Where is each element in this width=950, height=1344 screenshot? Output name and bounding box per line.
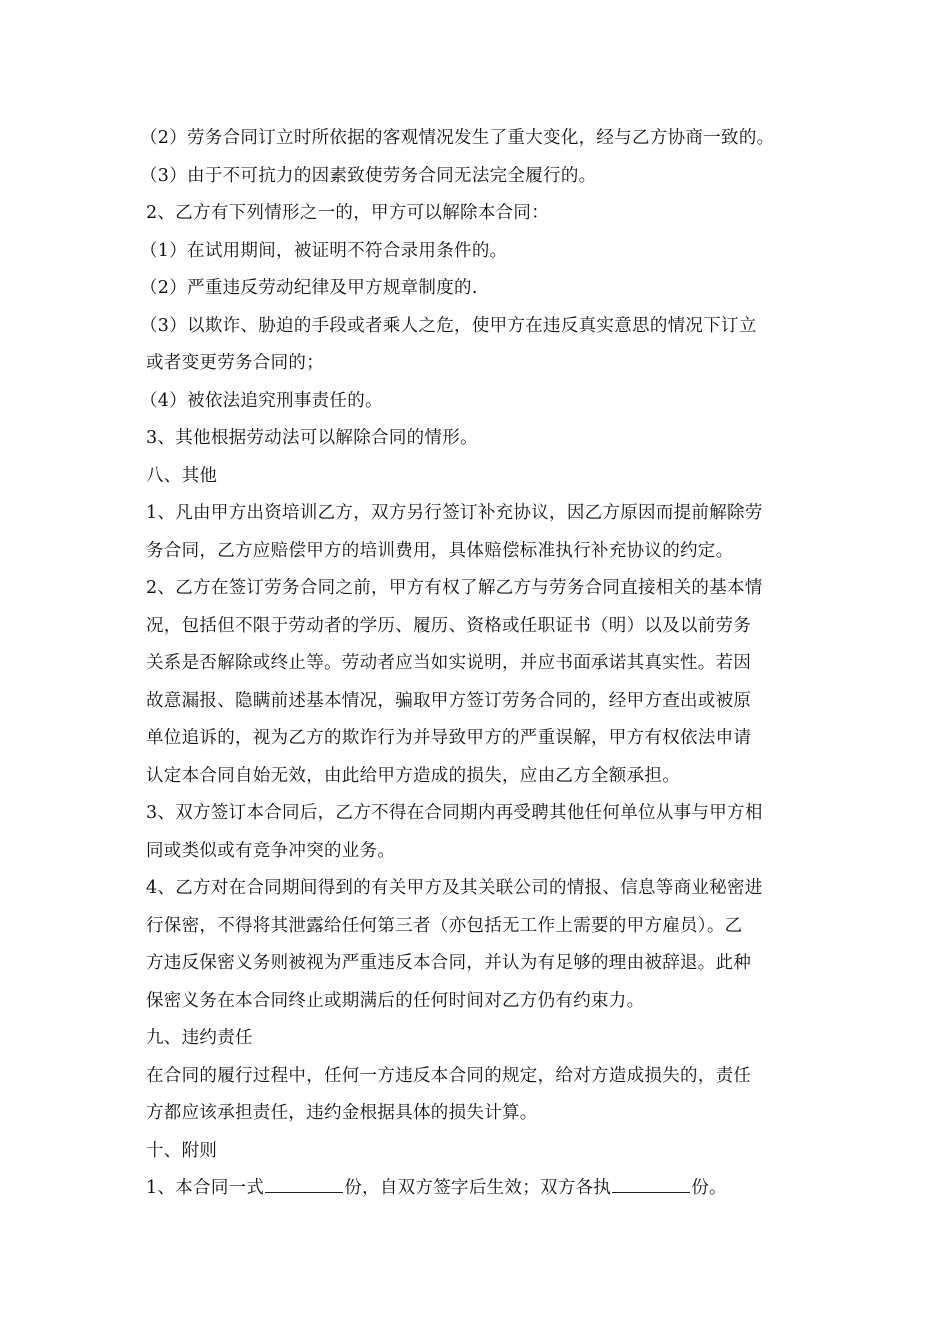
- clause-line: （2）严重违反劳动纪律及甲方规章制度的.: [140, 278, 478, 298]
- clause-line: 4、乙方对在合同期间得到的有关甲方及其关联公司的情报、信息等商业秘密进: [146, 878, 763, 898]
- copies-text-3: 份。: [691, 1178, 727, 1198]
- clause-line: （2）劳务合同订立时所依据的客观情况发生了重大变化，经与乙方协商一致的。: [140, 128, 775, 148]
- clause-line: 同或类似或有竞争冲突的业务。: [146, 840, 396, 861]
- copies-text-2: 份，自双方签字后生效；双方各执: [344, 1178, 612, 1198]
- clause-line: 方都应该承担责任，违约金根据具体的损失计算。: [146, 1103, 538, 1123]
- clause-line: （1）在试用期间，被证明不符合录用条件的。: [140, 240, 508, 261]
- clause-line: 1、凡由甲方出资培训乙方，双方另行签订补充协议，因乙方原因而提前解除劳: [146, 503, 763, 523]
- section-heading: 十、附则: [146, 1140, 218, 1161]
- clause-line: 2、乙方在签订劳务合同之前，甲方有权了解乙方与劳务合同直接相关的基本情: [146, 578, 763, 598]
- copies-each-blank[interactable]: [612, 1178, 690, 1193]
- clause-line: 2、乙方有下列情形之一的，甲方可以解除本合同：: [146, 203, 550, 223]
- copies-total-blank[interactable]: [265, 1178, 343, 1193]
- clause-line: 认定本合同自始无效，由此给甲方造成的损失，应由乙方全额承担。: [146, 765, 680, 786]
- clause-line: 3、其他根据劳动法可以解除合同的情形。: [146, 428, 478, 448]
- clause-line: （4）被依法追究刑事责任的。: [140, 390, 383, 411]
- clause-line: 单位追诉的，视为乙方的欺诈行为并导致甲方的严重误解，甲方有权依法申请: [146, 728, 752, 748]
- clause-line: （3）由于不可抗力的因素致使劳务合同无法完全履行的。: [140, 165, 597, 186]
- clause-line: 务合同，乙方应赔偿甲方的培训费用，具体赔偿标准执行补充协议的约定。: [146, 540, 734, 561]
- clause-line: 故意漏报、隐瞒前述基本情况，骗取甲方签订劳务合同的，经甲方查出或被原: [146, 690, 752, 711]
- clause-line: 方违反保密义务则被视为严重违反本合同，并认为有足够的理由被辞退。此种: [146, 953, 752, 973]
- section-heading: 八、其他: [146, 465, 218, 486]
- clause-line: 在合同的履行过程中，任何一方违反本合同的规定，给对方造成损失的，责任: [146, 1065, 752, 1086]
- clause-line: 况，包括但不限于劳动者的学历、履历、资格或任职证书（明）以及以前劳务: [146, 615, 752, 636]
- clause-line: 关系是否解除或终止等。劳动者应当如实说明，并应书面承诺其真实性。若因: [146, 653, 752, 673]
- document-page: [140, 120, 818, 1208]
- copies-clause: [146, 1170, 818, 1208]
- clause-line: （3）以欺诈、胁迫的手段或者乘人之危，使甲方在违反真实意思的情况下订立: [140, 315, 757, 336]
- clause-line: 行保密，不得将其泄露给任何第三者（亦包括无工作上需要的甲方雇员）。乙: [146, 915, 743, 936]
- clause-line: 保密义务在本合同终止或期满后的任何时间对乙方仍有约束力。: [146, 990, 645, 1011]
- clause-line: 3、双方签订本合同后，乙方不得在合同期内再受聘其他任何单位从事与甲方相: [146, 803, 763, 823]
- clause-line: 或者变更劳务合同的；: [146, 353, 324, 373]
- copies-text-1: 1、本合同一式: [146, 1178, 265, 1198]
- section-heading: 九、违约责任: [146, 1028, 253, 1048]
